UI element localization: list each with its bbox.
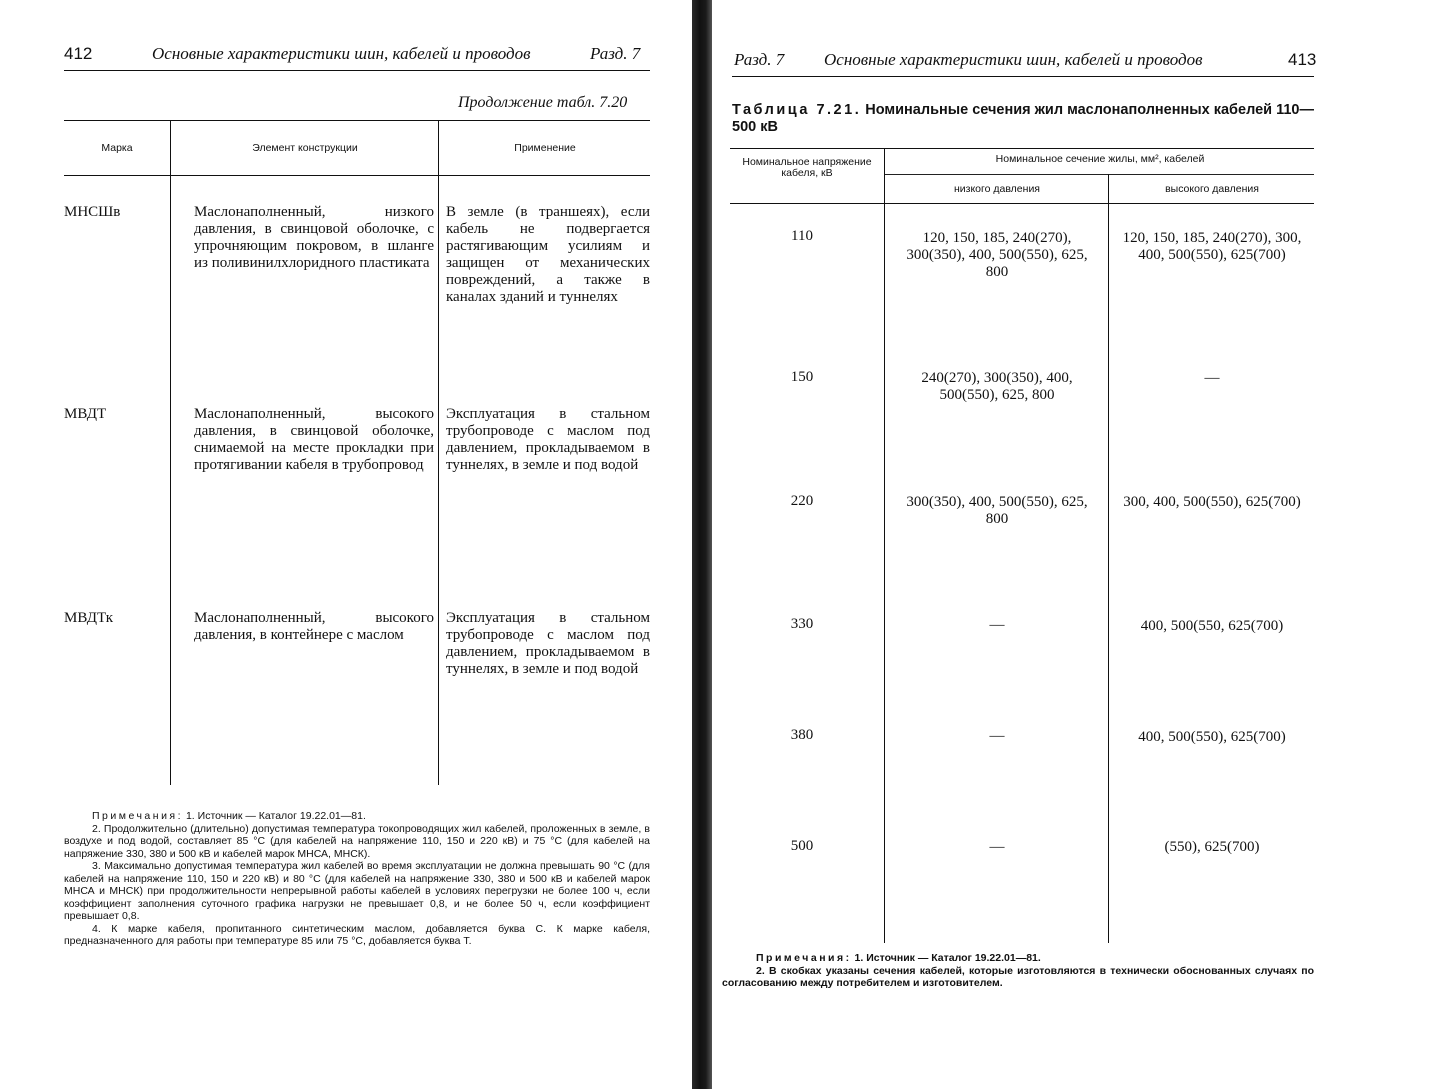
column-divider bbox=[1108, 174, 1109, 943]
left-page bbox=[0, 0, 700, 1089]
table-row-voltage: 380 bbox=[790, 727, 814, 743]
table-row-low: 300(350), 400, 500(550), 625, 800 bbox=[906, 494, 1088, 527]
table-row-element: Маслонаполненный, высокого давления, в свинцовой оболочке, снимаемой на месте прокладки при протягивании кабеля в трубопровод bbox=[194, 406, 434, 473]
right-page bbox=[712, 0, 1445, 1089]
table-row-low: — bbox=[989, 728, 1005, 744]
note-item: 3. Максимально допустимая температура жил кабелей во время эксплуатации не должна превышать 90 °С (для кабелей на напряжение 110, 150 и 220 кВ) и 80 °С (для кабелей на напряжение 330, 380 и 500 кВ и кабелей марок МНСА и МНСК) при продолжительности непрерывной работы кабелей в условиях перегрузки не более 100 ч, если коэффициент заполнения суточного графика нагрузки не превышает 0,8, и не более 50 ч, если коэффициент превышает 0,8. bbox=[64, 860, 650, 922]
note-item: 1. Источник — Каталог 19.22.01—81. bbox=[854, 952, 1041, 964]
notes-label: Примечания: bbox=[92, 810, 184, 822]
notes-label: Примечания: bbox=[756, 952, 852, 964]
table-row-low: 240(270), 300(350), 400, 500(550), 625, 800 bbox=[921, 370, 1073, 403]
column-header-group: Номинальное сечение жилы, мм², кабелей bbox=[995, 153, 1205, 165]
column-header-mark: Марка bbox=[101, 142, 133, 154]
column-header-usage: Применение bbox=[514, 142, 576, 154]
section-label: Разд. 7 bbox=[734, 50, 785, 69]
table-head-rule bbox=[64, 175, 650, 176]
table-label: Таблица 7.21. bbox=[732, 102, 862, 118]
running-title: Основные характеристики шин, кабелей и проводов bbox=[824, 50, 1203, 69]
column-header-high: высокого давления bbox=[1165, 183, 1259, 195]
running-title: Основные характеристики шин, кабелей и проводов bbox=[152, 44, 531, 63]
column-divider bbox=[884, 148, 885, 943]
note-item: 4. К марке кабеля, пропитанного синтетическим маслом, добавляется буква С. К марке кабеля, предназначенного для работы при температуре 85 или 75 °С, добавляется буква Т. bbox=[64, 922, 650, 947]
note-item: 2. Продолжительно (длительно) допустимая температура токопроводящих жил кабелей, проложенных в земле, в воздухе и под водой, составляет 85 °С (для кабелей на напряжение 110, 150 и 220 кВ) и 75 °С (для кабелей на напряжение 330, 380 и 500 кВ и кабелей марок МНСА, МНСК). bbox=[64, 822, 650, 860]
column-header-element: Элемент конструкции bbox=[252, 142, 358, 154]
column-divider bbox=[170, 120, 171, 785]
table-row-high: — bbox=[1204, 370, 1220, 386]
table-row-voltage: 150 bbox=[790, 369, 814, 385]
header-rule bbox=[64, 70, 650, 71]
table-top-rule bbox=[64, 120, 650, 121]
note-item: 2. В скобках указаны сечения кабелей, которые изготовляются в технически обоснованных случаях по согласованию между потребителем и изготовителем. bbox=[722, 964, 1314, 989]
header-rule bbox=[732, 76, 1314, 77]
table-continuation: Продолжение табл. 7.20 bbox=[458, 94, 628, 111]
table-row-voltage: 330 bbox=[790, 616, 814, 632]
table-caption bbox=[732, 102, 1314, 136]
table-head-rule bbox=[730, 203, 1314, 204]
table-row-element: Маслонаполненный, низкого давления, в свинцовой оболочке, с упрочняющим покровом, в шланге из поливинилхлоридного пластиката bbox=[194, 204, 434, 271]
table-row-usage: Эксплуатация в стальном трубопроводе с маслом под давлением, прокладываемом в туннелях, в земле и под водой bbox=[446, 610, 650, 677]
column-header-voltage: Номинальное напряжение кабеля, кВ bbox=[742, 156, 872, 179]
table-row-mark: МНСШв bbox=[64, 204, 121, 220]
page-number: 413 bbox=[1288, 50, 1317, 69]
table-row-high: 400, 500(550, 625(700) bbox=[1140, 618, 1284, 634]
notes-block bbox=[64, 810, 650, 948]
table-row-low: — bbox=[989, 617, 1005, 633]
note-item: 1. Источник — Каталог 19.22.01—81. bbox=[185, 810, 366, 822]
book-spine bbox=[692, 0, 712, 1089]
column-header-low: низкого давления bbox=[953, 183, 1040, 195]
table-row-voltage: 220 bbox=[790, 493, 814, 509]
table-row-mark: МВДТк bbox=[64, 610, 114, 626]
table-row-usage: Эксплуатация в стальном трубопроводе с маслом под давлением, прокладываемом в туннелях, в земле и под водой bbox=[446, 406, 650, 473]
table-row-voltage: 500 bbox=[790, 838, 814, 854]
table-row-voltage: 110 bbox=[791, 228, 813, 244]
group-sub-rule bbox=[884, 174, 1314, 175]
table-top-rule bbox=[730, 148, 1314, 149]
table-row-usage: В земле (в траншеях), если кабель не подвергается растягивающим усилиям и защищен от механических повреждений, а также в каналах зданий и туннелях bbox=[446, 204, 650, 305]
notes-block bbox=[722, 952, 1314, 990]
table-row-high: 400, 500(550), 625(700) bbox=[1138, 729, 1286, 745]
page-number: 412 bbox=[64, 44, 93, 63]
table-row-element: Маслонаполненный, высокого давления, в контейнере с маслом bbox=[194, 610, 434, 643]
table-row-low: — bbox=[989, 839, 1005, 855]
table-row-high: 120, 150, 185, 240(270), 300, 400, 500(550), 625(700) bbox=[1122, 230, 1302, 263]
table-row-high: 300, 400, 500(550), 625(700) bbox=[1123, 494, 1301, 510]
table-title: Номинальные сечения жил маслонаполненных кабелей 110—500 кВ bbox=[732, 102, 1314, 135]
table-row-mark: МВДТ bbox=[64, 406, 107, 422]
section-label: Разд. 7 bbox=[590, 44, 641, 63]
column-divider bbox=[438, 120, 439, 785]
table-row-high: (550), 625(700) bbox=[1164, 839, 1260, 855]
table-row-low: 120, 150, 185, 240(270), 300(350), 400, 500(550), 625, 800 bbox=[906, 230, 1088, 280]
